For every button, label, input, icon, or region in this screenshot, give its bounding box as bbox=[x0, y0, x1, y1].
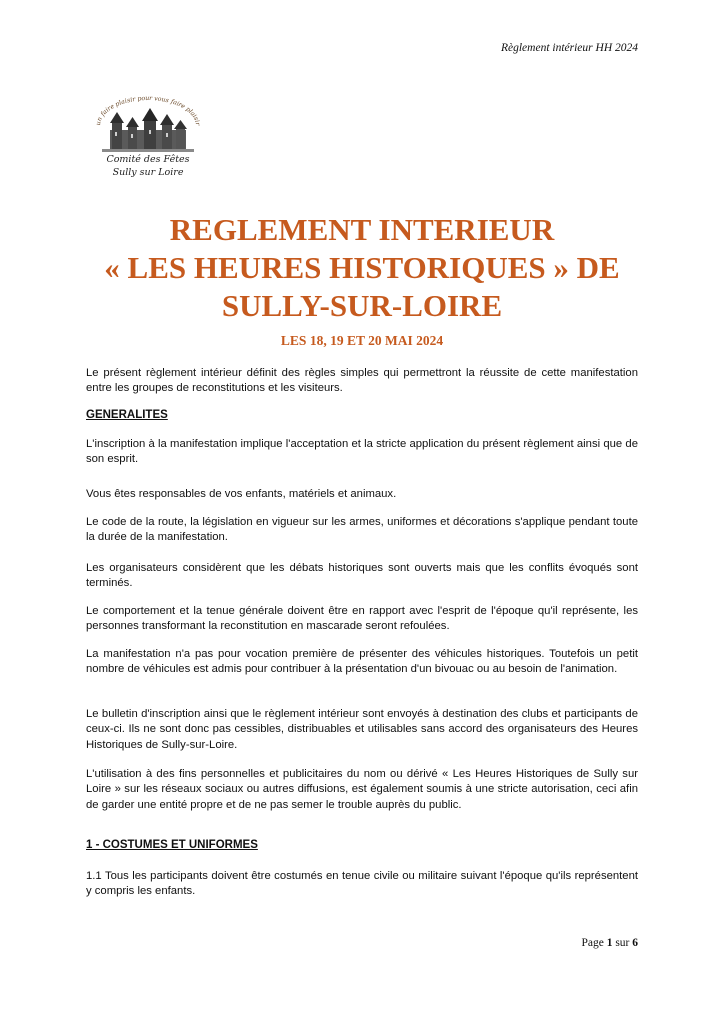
title-line-1: REGLEMENT INTERIEUR bbox=[169, 212, 555, 247]
logo-caption-line2: Sully sur Loire bbox=[112, 167, 184, 178]
title-line-2: « LES HEURES HISTORIQUES » DE bbox=[104, 250, 620, 285]
castle-logo-graphic bbox=[88, 96, 208, 156]
page-number bbox=[581, 937, 638, 949]
page-sur-word: sur bbox=[615, 937, 630, 949]
document-title bbox=[0, 211, 724, 325]
logo-arc-text: un faire plaisir pour vous faire plaisir bbox=[94, 96, 202, 126]
generalites-paragraph-5: Le comportement et la tenue générale doivent être en rapport avec l'esprit de l'époque qu'il représente, les personnes transformant la reconstitution en mascarade seront refoulées. bbox=[86, 605, 638, 633]
comite-des-fetes-logo bbox=[88, 96, 208, 188]
title-line-3: SULLY-SUR-LOIRE bbox=[221, 288, 503, 323]
section-heading-generalites: GENERALITES bbox=[86, 409, 168, 421]
generalites-paragraph-4: Les organisateurs considèrent que les débats historiques sont ouverts mais que les conflits évoqués sont terminés. bbox=[86, 562, 638, 590]
generalites-paragraph-7: Le bulletin d'inscription ainsi que le règlement intérieur sont envoyés à destination des clubs et participants de ceux-ci. Ils ne sont donc pas cessibles, distribuables et utilisables sans accord des organisateurs des Heures Historiques de Sully-sur-Loire. bbox=[86, 708, 638, 751]
page-total: 6 bbox=[632, 937, 638, 949]
logo-caption-line1: Comité des Fêtes bbox=[106, 154, 190, 165]
generalites-paragraph-1: L'inscription à la manifestation implique l'acceptation et la stricte application du présent règlement ainsi que de son esprit. bbox=[86, 438, 638, 466]
costumes-paragraph-1: 1.1 Tous les participants doivent être costumés en tenue civile ou militaire suivant l'époque qu'ils représentent y compris les enfants. bbox=[86, 870, 638, 898]
document-reference: Règlement intérieur HH 2024 bbox=[500, 42, 638, 54]
generalites-paragraph-8: L'utilisation à des fins personnelles et publicitaires du nom ou dérivé « Les Heures Historiques de Sully sur Loire » sur les réseaux sociaux ou autres diffusions, est également soumis à une stricte autorisation, ceci afin de garder une entité propre et de ne pas semer le trouble auprès du public. bbox=[86, 768, 638, 811]
generalites-paragraph-6: La manifestation n'a pas pour vocation première de présenter des véhicules historiques. Toutefois un petit nombre de véhicules est admis pour contribuer à la présentation d'un bivouac ou au besoin de l'animation. bbox=[86, 648, 638, 676]
event-dates: LES 18, 19 ET 20 MAI 2024 bbox=[280, 333, 444, 348]
intro-paragraph: Le présent règlement intérieur définit des règles simples qui permettront la réussite de cette manifestation entre les groupes de reconstitutions et les visiteurs. bbox=[86, 367, 638, 395]
generalites-paragraph-3: Le code de la route, la législation en vigueur sur les armes, uniformes et décorations s'applique pendant toute la durée de la manifestation. bbox=[86, 516, 638, 544]
page-word: Page bbox=[581, 937, 604, 949]
page-current: 1 bbox=[606, 937, 613, 949]
section-heading-costumes: 1 - COSTUMES ET UNIFORMES bbox=[86, 839, 258, 851]
generalites-paragraph-2: Vous êtes responsables de vos enfants, matériels et animaux. bbox=[86, 488, 397, 500]
